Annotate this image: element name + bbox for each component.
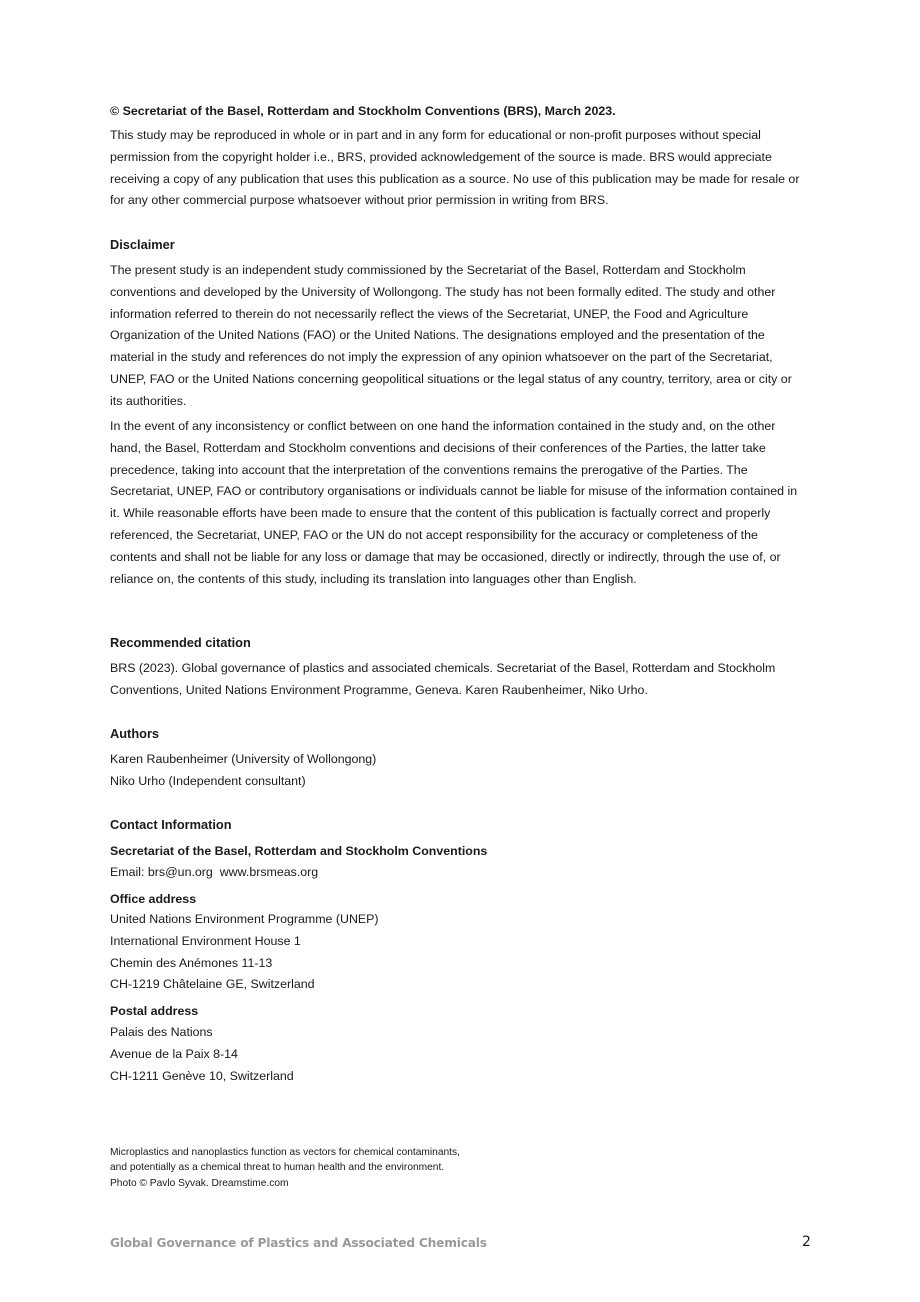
- office-address: [110, 909, 800, 996]
- caption-line: Microplastics and nanoplastics function as vectors for chemical contaminants,: [110, 1147, 460, 1158]
- contact-heading: Contact Information: [110, 817, 232, 832]
- office-address-heading: Office address: [110, 892, 197, 906]
- footer-title: Global Governance of Plastics and Associated Chemicals: [110, 1236, 487, 1250]
- postal-address-heading: Postal address: [110, 1004, 199, 1018]
- authors-heading: Authors: [110, 726, 160, 741]
- author-item: Karen Raubenheimer (University of Wollongong): [110, 752, 377, 766]
- copyright-heading: © Secretariat of the Basel, Rotterdam and Stockholm Conventions (BRS), March 2023.: [110, 104, 616, 118]
- address-line: Chemin des Anémones 11-13: [110, 955, 273, 970]
- caption-line: and potentially as a chemical threat to human health and the environment.: [110, 1162, 445, 1174]
- address-line: International Environment House 1: [110, 933, 301, 948]
- contact-organization: Secretariat of the Basel, Rotterdam and Stockholm Conventions: [110, 844, 488, 858]
- disclaimer-heading: Disclaimer: [110, 237, 175, 252]
- email-label: Email:: [110, 865, 145, 879]
- photo-caption: [110, 1145, 530, 1191]
- disclaimer-paragraph: In the event of any inconsistency or conflict between on one hand the information contained in the study and, on the other hand, the Basel, Rotterdam and Stockholm conventions and decisions of their conferences of the Parties, the latter take precedence, taking into account that the interpretation of the conventions remains the prerogative of the Parties. The Secretariat, UNEP, FAO or contributory organisations or individuals cannot be liable for misuse of the information contained in it. While reasonable efforts have been made to ensure that the content of this publication is factually correct and properly referenced, the Secretariat, UNEP, FAO or the UN do not accept responsibility for the accuracy or completeness of the contents and shall not be liable for any loss or damage that may be occasioned, directly or indirectly, through the use of, or reliance on, the contents of this study, including its translation into languages other than English.: [110, 419, 798, 586]
- authors-list: [110, 749, 800, 793]
- copyright-text: This study may be reproduced in whole or in part and in any form for educational or non-profit purposes without special permission from the copyright holder i.e., BRS, provided acknowledgement of the source is made. BRS would appreciate receiving a copy of any publication that uses this publication as a source. No use of this publication may be made for resale or for any other commercial purpose whatsoever without prior permission in writing from BRS.: [110, 128, 800, 208]
- address-line: Avenue de la Paix 8-14: [110, 1046, 238, 1061]
- caption-line: Photo © Pavlo Syvak. Dreamstime.com: [110, 1177, 289, 1189]
- website-link[interactable]: www.brsmeas.org: [219, 865, 319, 879]
- postal-address: [110, 1022, 800, 1087]
- address-line: CH-1219 Châtelaine GE, Switzerland: [110, 977, 315, 992]
- address-line: United Nations Environment Programme (UNEP): [110, 912, 379, 926]
- author-item: Niko Urho (Independent consultant): [110, 773, 306, 788]
- citation-heading: Recommended citation: [110, 635, 251, 650]
- address-line: CH-1211 Genève 10, Switzerland: [110, 1068, 294, 1083]
- disclaimer-paragraph: The present study is an independent study commissioned by the Secretariat of the Basel, Rotterdam and Stockholm conventions and developed by the University of Wollongong. The study has not been formally edited. The study and other information referred to therein do not necessarily reflect the views of the Secretariat, UNEP, the Food and Agriculture Organization of the United Nations (FAO) or the United Nations. The designations employed and the presentation of the material in the study and references do not imply the expression of any opinion whatsoever on the part of the Secretariat, UNEP, FAO or the United Nations concerning geopolitical situations or the legal status of any country, territory, area or city or its authorities.: [110, 263, 792, 408]
- citation-text: BRS (2023). Global governance of plastics and associated chemicals. Secretariat of the Basel, Rotterdam and Stockholm Conventions, United Nations Environment Programme, Geneva. Karen Raubenheimer, Niko Urho.: [110, 661, 776, 697]
- email-link[interactable]: brs@un.org: [147, 865, 213, 879]
- contact-email-line: [110, 862, 800, 884]
- address-line: Palais des Nations: [110, 1025, 213, 1039]
- page-number: 2: [802, 1234, 811, 1250]
